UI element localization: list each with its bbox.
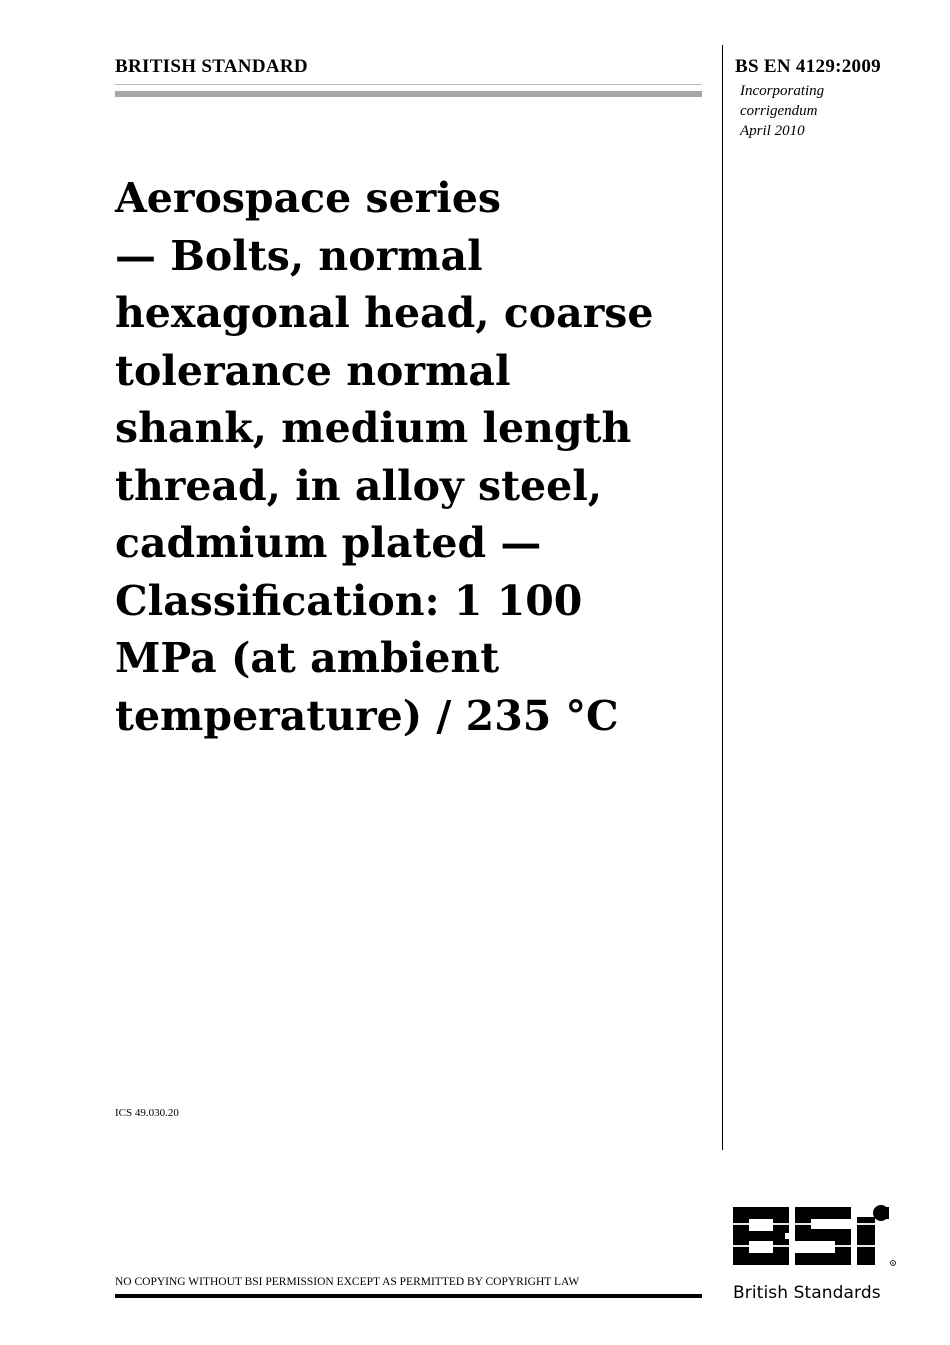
title-line: MPa (at ambient	[115, 634, 500, 682]
title-line: thread, in alloy steel,	[115, 461, 603, 510]
amendment-line: corrigendum	[740, 103, 818, 119]
standard-number: BS EN 4129:2009	[735, 56, 881, 77]
footer-rule	[115, 1294, 702, 1298]
title-line: Aerospace series	[115, 174, 501, 222]
header-rule-thin	[115, 84, 702, 85]
amendment-note	[740, 81, 824, 141]
title-line: tolerance normal	[115, 346, 511, 395]
vertical-divider	[722, 45, 723, 1150]
bsi-wordmark: British Standards	[733, 1283, 881, 1303]
title-line: Classification: 1 100	[115, 576, 583, 625]
document-type-label: BRITISH STANDARD	[115, 56, 308, 77]
copyright-notice: NO COPYING WITHOUT BSI PERMISSION EXCEPT AS PERMITTED BY COPYRIGHT LAW	[115, 1276, 580, 1288]
svg-text:R: R	[891, 1261, 895, 1266]
title-line: cadmium plated —	[115, 519, 542, 567]
title-line: hexagonal head, coarse	[115, 289, 654, 337]
amendment-line: Incorporating	[740, 83, 825, 99]
document-title	[115, 170, 715, 745]
ics-code: ICS 49.030.20	[115, 1107, 179, 1119]
title-line: temperature) / 235 °C	[115, 691, 619, 740]
header-rule-thick	[115, 91, 702, 97]
title-line: — Bolts, normal	[115, 231, 483, 280]
amendment-line: April 2010	[740, 123, 805, 139]
title-line: shank, medium length	[115, 404, 632, 452]
